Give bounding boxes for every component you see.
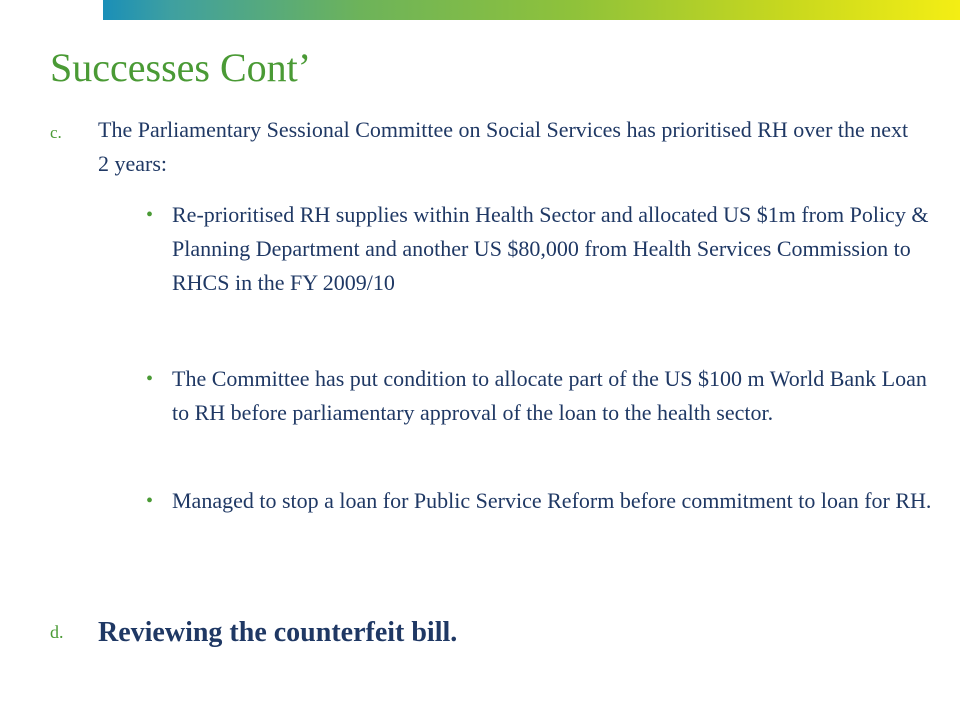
sub-bullet-1-text: Re-prioritised RH supplies within Health Sector and allocated US $1m from Policy & Planning Department and another US $80,000 from Health Services Commission to RHCS in the FY 2009/10 (172, 202, 929, 295)
top-gradient-bar (103, 0, 960, 20)
list-marker-c: c. (50, 123, 62, 142)
bullet-marker: • (146, 368, 154, 390)
slide-title: Successes Cont’ (50, 45, 312, 90)
list-item-c-text: The Parliamentary Sessional Committee on Social Services has prioritised RH over the next 2 years: (98, 117, 909, 176)
bullet-marker: • (146, 204, 154, 226)
sub-bullet-2-text: The Committee has put condition to allocate part of the US $100 m World Bank Loan to RH before parliamentary approval of the loan to the health sector. (172, 366, 927, 425)
list-item-d-text: Reviewing the counterfeit bill. (98, 617, 458, 648)
sub-bullet-3-text: Managed to stop a loan for Public Service Reform before commitment to loan for RH. (172, 488, 932, 513)
list-marker-d: d. (50, 622, 64, 642)
bullet-marker: • (146, 490, 154, 512)
